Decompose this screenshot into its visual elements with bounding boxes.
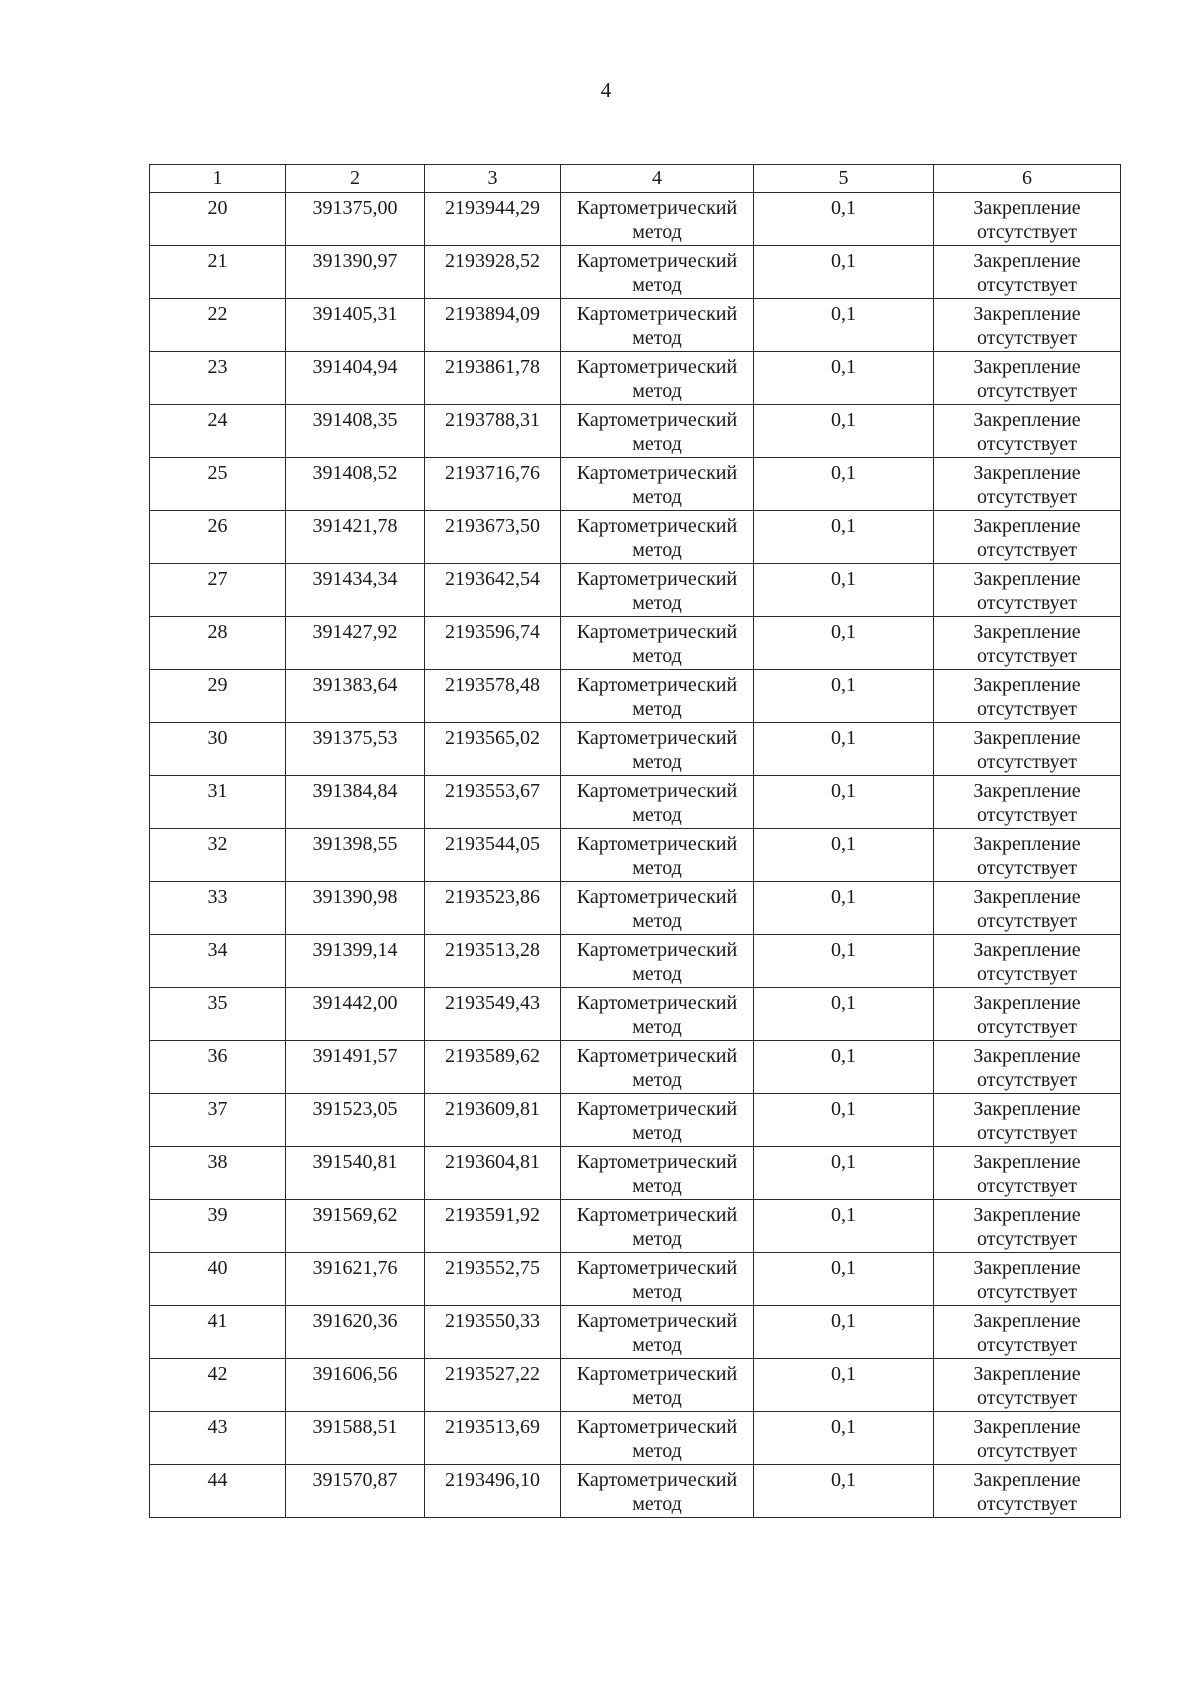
fixing-description-cell: Закрепление отсутствует bbox=[934, 352, 1121, 405]
point-number-cell: 41 bbox=[150, 1306, 286, 1359]
table-row bbox=[150, 1306, 1121, 1359]
method-cell: Картометрический метод bbox=[561, 617, 754, 670]
fixing-description-cell: Закрепление отсутствует bbox=[934, 1306, 1121, 1359]
accuracy-cell: 0,1 bbox=[754, 882, 934, 935]
table-row bbox=[150, 193, 1121, 246]
method-cell: Картометрический метод bbox=[561, 1412, 754, 1465]
point-number-cell: 26 bbox=[150, 511, 286, 564]
x-coordinate-cell: 391405,31 bbox=[286, 299, 425, 352]
x-coordinate-cell: 391434,34 bbox=[286, 564, 425, 617]
table-row bbox=[150, 1041, 1121, 1094]
point-number-cell: 36 bbox=[150, 1041, 286, 1094]
fixing-description-cell: Закрепление отсутствует bbox=[934, 1200, 1121, 1253]
fixing-description-cell: Закрепление отсутствует bbox=[934, 617, 1121, 670]
x-coordinate-cell: 391390,97 bbox=[286, 246, 425, 299]
fixing-description-cell: Закрепление отсутствует bbox=[934, 246, 1121, 299]
table-row bbox=[150, 405, 1121, 458]
accuracy-cell: 0,1 bbox=[754, 246, 934, 299]
table-header bbox=[150, 165, 1121, 193]
column-header-4: 4 bbox=[561, 165, 754, 193]
x-coordinate-cell: 391375,00 bbox=[286, 193, 425, 246]
accuracy-cell: 0,1 bbox=[754, 935, 934, 988]
accuracy-cell: 0,1 bbox=[754, 1147, 934, 1200]
table-row bbox=[150, 511, 1121, 564]
fixing-description-cell: Закрепление отсутствует bbox=[934, 299, 1121, 352]
table-row bbox=[150, 882, 1121, 935]
method-cell: Картометрический метод bbox=[561, 988, 754, 1041]
method-cell: Картометрический метод bbox=[561, 564, 754, 617]
point-number-cell: 28 bbox=[150, 617, 286, 670]
fixing-description-cell: Закрепление отсутствует bbox=[934, 723, 1121, 776]
point-number-cell: 37 bbox=[150, 1094, 286, 1147]
fixing-description-cell: Закрепление отсутствует bbox=[934, 1253, 1121, 1306]
accuracy-cell: 0,1 bbox=[754, 405, 934, 458]
fixing-description-cell: Закрепление отсутствует bbox=[934, 1412, 1121, 1465]
method-cell: Картометрический метод bbox=[561, 193, 754, 246]
y-coordinate-cell: 2193591,92 bbox=[425, 1200, 561, 1253]
method-cell: Картометрический метод bbox=[561, 1041, 754, 1094]
accuracy-cell: 0,1 bbox=[754, 1041, 934, 1094]
y-coordinate-cell: 2193894,09 bbox=[425, 299, 561, 352]
table-row bbox=[150, 1147, 1121, 1200]
y-coordinate-cell: 2193549,43 bbox=[425, 988, 561, 1041]
table-row bbox=[150, 776, 1121, 829]
fixing-description-cell: Закрепление отсутствует bbox=[934, 935, 1121, 988]
x-coordinate-cell: 391588,51 bbox=[286, 1412, 425, 1465]
table-row bbox=[150, 1359, 1121, 1412]
point-number-cell: 30 bbox=[150, 723, 286, 776]
x-coordinate-cell: 391523,05 bbox=[286, 1094, 425, 1147]
y-coordinate-cell: 2193544,05 bbox=[425, 829, 561, 882]
method-cell: Картометрический метод bbox=[561, 829, 754, 882]
column-header-6: 6 bbox=[934, 165, 1121, 193]
accuracy-cell: 0,1 bbox=[754, 299, 934, 352]
point-number-cell: 32 bbox=[150, 829, 286, 882]
point-number-cell: 38 bbox=[150, 1147, 286, 1200]
fixing-description-cell: Закрепление отсутствует bbox=[934, 193, 1121, 246]
point-number-cell: 29 bbox=[150, 670, 286, 723]
method-cell: Картометрический метод bbox=[561, 1359, 754, 1412]
accuracy-cell: 0,1 bbox=[754, 458, 934, 511]
x-coordinate-cell: 391408,35 bbox=[286, 405, 425, 458]
point-number-cell: 21 bbox=[150, 246, 286, 299]
fixing-description-cell: Закрепление отсутствует bbox=[934, 458, 1121, 511]
table-row bbox=[150, 246, 1121, 299]
accuracy-cell: 0,1 bbox=[754, 1306, 934, 1359]
point-number-cell: 42 bbox=[150, 1359, 286, 1412]
table-row bbox=[150, 299, 1121, 352]
table-body bbox=[150, 193, 1121, 1518]
table-row bbox=[150, 1412, 1121, 1465]
column-header-5: 5 bbox=[754, 165, 934, 193]
accuracy-cell: 0,1 bbox=[754, 1465, 934, 1518]
accuracy-cell: 0,1 bbox=[754, 1412, 934, 1465]
x-coordinate-cell: 391540,81 bbox=[286, 1147, 425, 1200]
x-coordinate-cell: 391384,84 bbox=[286, 776, 425, 829]
y-coordinate-cell: 2193589,62 bbox=[425, 1041, 561, 1094]
column-header-1: 1 bbox=[150, 165, 286, 193]
page-number: 4 bbox=[600, 78, 612, 102]
point-number-cell: 23 bbox=[150, 352, 286, 405]
y-coordinate-cell: 2193578,48 bbox=[425, 670, 561, 723]
table-row bbox=[150, 1200, 1121, 1253]
table-row bbox=[150, 1253, 1121, 1306]
y-coordinate-cell: 2193609,81 bbox=[425, 1094, 561, 1147]
accuracy-cell: 0,1 bbox=[754, 352, 934, 405]
method-cell: Картометрический метод bbox=[561, 1253, 754, 1306]
x-coordinate-cell: 391421,78 bbox=[286, 511, 425, 564]
point-number-cell: 31 bbox=[150, 776, 286, 829]
accuracy-cell: 0,1 bbox=[754, 776, 934, 829]
method-cell: Картометрический метод bbox=[561, 670, 754, 723]
method-cell: Картометрический метод bbox=[561, 1465, 754, 1518]
point-number-cell: 20 bbox=[150, 193, 286, 246]
fixing-description-cell: Закрепление отсутствует bbox=[934, 564, 1121, 617]
method-cell: Картометрический метод bbox=[561, 405, 754, 458]
accuracy-cell: 0,1 bbox=[754, 723, 934, 776]
table-row bbox=[150, 458, 1121, 511]
y-coordinate-cell: 2193928,52 bbox=[425, 246, 561, 299]
table-row bbox=[150, 352, 1121, 405]
y-coordinate-cell: 2193565,02 bbox=[425, 723, 561, 776]
method-cell: Картометрический метод bbox=[561, 882, 754, 935]
accuracy-cell: 0,1 bbox=[754, 1253, 934, 1306]
method-cell: Картометрический метод bbox=[561, 352, 754, 405]
y-coordinate-cell: 2193944,29 bbox=[425, 193, 561, 246]
coordinates-table bbox=[149, 164, 1121, 1518]
x-coordinate-cell: 391606,56 bbox=[286, 1359, 425, 1412]
point-number-cell: 43 bbox=[150, 1412, 286, 1465]
x-coordinate-cell: 391398,55 bbox=[286, 829, 425, 882]
fixing-description-cell: Закрепление отсутствует bbox=[934, 1094, 1121, 1147]
fixing-description-cell: Закрепление отсутствует bbox=[934, 988, 1121, 1041]
accuracy-cell: 0,1 bbox=[754, 988, 934, 1041]
y-coordinate-cell: 2193596,74 bbox=[425, 617, 561, 670]
y-coordinate-cell: 2193788,31 bbox=[425, 405, 561, 458]
x-coordinate-cell: 391427,92 bbox=[286, 617, 425, 670]
point-number-cell: 25 bbox=[150, 458, 286, 511]
point-number-cell: 22 bbox=[150, 299, 286, 352]
y-coordinate-cell: 2193553,67 bbox=[425, 776, 561, 829]
y-coordinate-cell: 2193523,86 bbox=[425, 882, 561, 935]
x-coordinate-cell: 391442,00 bbox=[286, 988, 425, 1041]
table-row bbox=[150, 723, 1121, 776]
y-coordinate-cell: 2193527,22 bbox=[425, 1359, 561, 1412]
fixing-description-cell: Закрепление отсутствует bbox=[934, 511, 1121, 564]
fixing-description-cell: Закрепление отсутствует bbox=[934, 1147, 1121, 1200]
table-row bbox=[150, 988, 1121, 1041]
accuracy-cell: 0,1 bbox=[754, 511, 934, 564]
fixing-description-cell: Закрепление отсутствует bbox=[934, 405, 1121, 458]
y-coordinate-cell: 2193673,50 bbox=[425, 511, 561, 564]
header-row bbox=[150, 165, 1121, 193]
x-coordinate-cell: 391408,52 bbox=[286, 458, 425, 511]
y-coordinate-cell: 2193642,54 bbox=[425, 564, 561, 617]
method-cell: Картометрический метод bbox=[561, 1200, 754, 1253]
point-number-cell: 35 bbox=[150, 988, 286, 1041]
point-number-cell: 39 bbox=[150, 1200, 286, 1253]
y-coordinate-cell: 2193550,33 bbox=[425, 1306, 561, 1359]
method-cell: Картометрический метод bbox=[561, 246, 754, 299]
x-coordinate-cell: 391383,64 bbox=[286, 670, 425, 723]
method-cell: Картометрический метод bbox=[561, 458, 754, 511]
accuracy-cell: 0,1 bbox=[754, 670, 934, 723]
y-coordinate-cell: 2193513,28 bbox=[425, 935, 561, 988]
y-coordinate-cell: 2193716,76 bbox=[425, 458, 561, 511]
accuracy-cell: 0,1 bbox=[754, 1200, 934, 1253]
y-coordinate-cell: 2193513,69 bbox=[425, 1412, 561, 1465]
table-row bbox=[150, 564, 1121, 617]
point-number-cell: 27 bbox=[150, 564, 286, 617]
method-cell: Картометрический метод bbox=[561, 511, 754, 564]
method-cell: Картометрический метод bbox=[561, 723, 754, 776]
fixing-description-cell: Закрепление отсутствует bbox=[934, 829, 1121, 882]
method-cell: Картометрический метод bbox=[561, 1094, 754, 1147]
method-cell: Картометрический метод bbox=[561, 299, 754, 352]
point-number-cell: 44 bbox=[150, 1465, 286, 1518]
x-coordinate-cell: 391621,76 bbox=[286, 1253, 425, 1306]
table-row bbox=[150, 1094, 1121, 1147]
x-coordinate-cell: 391404,94 bbox=[286, 352, 425, 405]
point-number-cell: 33 bbox=[150, 882, 286, 935]
y-coordinate-cell: 2193552,75 bbox=[425, 1253, 561, 1306]
column-header-3: 3 bbox=[425, 165, 561, 193]
method-cell: Картометрический метод bbox=[561, 1306, 754, 1359]
accuracy-cell: 0,1 bbox=[754, 193, 934, 246]
method-cell: Картометрический метод bbox=[561, 776, 754, 829]
x-coordinate-cell: 391620,36 bbox=[286, 1306, 425, 1359]
x-coordinate-cell: 391399,14 bbox=[286, 935, 425, 988]
fixing-description-cell: Закрепление отсутствует bbox=[934, 670, 1121, 723]
accuracy-cell: 0,1 bbox=[754, 1094, 934, 1147]
method-cell: Картометрический метод bbox=[561, 1147, 754, 1200]
x-coordinate-cell: 391491,57 bbox=[286, 1041, 425, 1094]
fixing-description-cell: Закрепление отсутствует bbox=[934, 882, 1121, 935]
y-coordinate-cell: 2193604,81 bbox=[425, 1147, 561, 1200]
table-row bbox=[150, 617, 1121, 670]
table-row bbox=[150, 1465, 1121, 1518]
x-coordinate-cell: 391375,53 bbox=[286, 723, 425, 776]
point-number-cell: 34 bbox=[150, 935, 286, 988]
y-coordinate-cell: 2193861,78 bbox=[425, 352, 561, 405]
point-number-cell: 40 bbox=[150, 1253, 286, 1306]
table-row bbox=[150, 829, 1121, 882]
column-header-2: 2 bbox=[286, 165, 425, 193]
y-coordinate-cell: 2193496,10 bbox=[425, 1465, 561, 1518]
table-row bbox=[150, 670, 1121, 723]
x-coordinate-cell: 391570,87 bbox=[286, 1465, 425, 1518]
fixing-description-cell: Закрепление отсутствует bbox=[934, 1041, 1121, 1094]
method-cell: Картометрический метод bbox=[561, 935, 754, 988]
accuracy-cell: 0,1 bbox=[754, 1359, 934, 1412]
fixing-description-cell: Закрепление отсутствует bbox=[934, 776, 1121, 829]
accuracy-cell: 0,1 bbox=[754, 617, 934, 670]
x-coordinate-cell: 391569,62 bbox=[286, 1200, 425, 1253]
fixing-description-cell: Закрепление отсутствует bbox=[934, 1465, 1121, 1518]
accuracy-cell: 0,1 bbox=[754, 829, 934, 882]
accuracy-cell: 0,1 bbox=[754, 564, 934, 617]
point-number-cell: 24 bbox=[150, 405, 286, 458]
fixing-description-cell: Закрепление отсутствует bbox=[934, 1359, 1121, 1412]
x-coordinate-cell: 391390,98 bbox=[286, 882, 425, 935]
table-row bbox=[150, 935, 1121, 988]
